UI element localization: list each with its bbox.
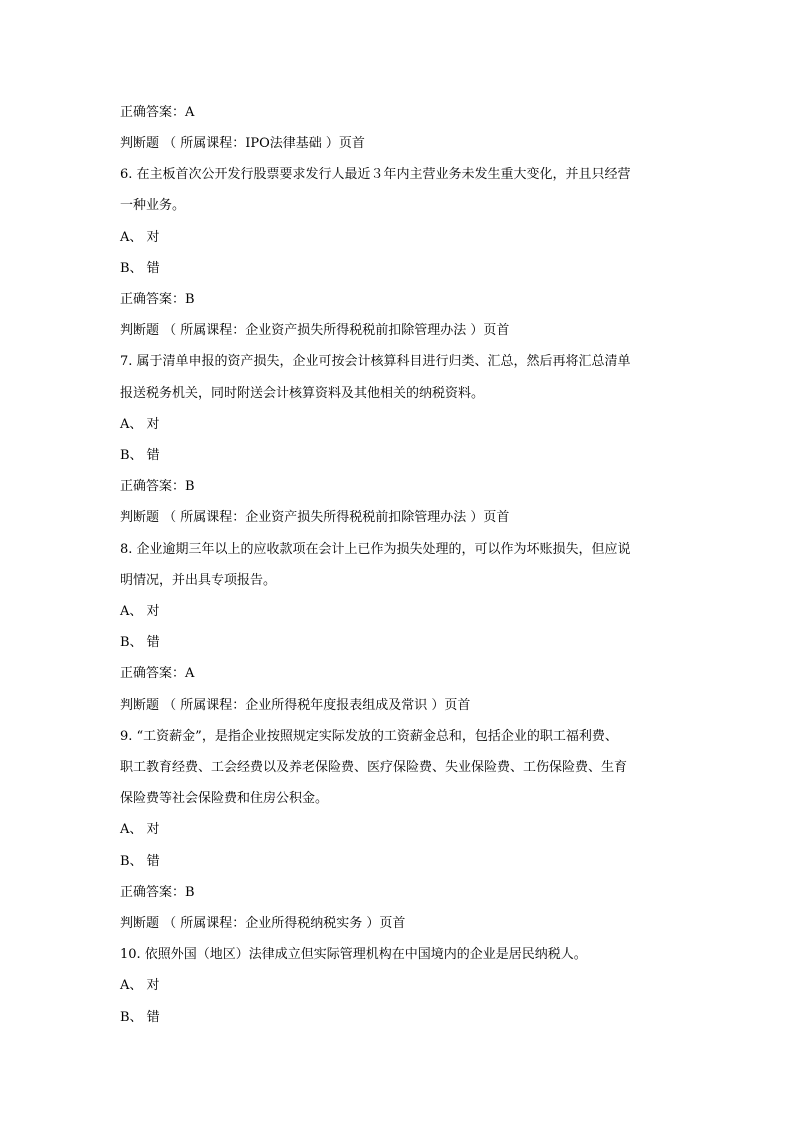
question-9-text-cont: 职工教育经费、工会经费以及养老保险费、医疗保险费、失业保险费、工伤保险费、生育: [120, 760, 628, 775]
question-type-line: 判断题 （ 所属课程：企业所得税纳税实务 ）页首: [120, 916, 406, 931]
answer-line: 正确答案：B: [120, 292, 195, 307]
option-a: A、 对: [120, 822, 160, 837]
question-9-text: 9. “工资薪金”，是指企业按照规定实际发放的工资薪金总和，包括企业的职工福利费、: [120, 729, 618, 744]
question-type-line: 判断题 （ 所属课程：企业资产损失所得税税前扣除管理办法 ）页首: [120, 510, 510, 525]
question-type-line: 判断题 （ 所属课程：企业资产损失所得税税前扣除管理办法 ）页首: [120, 323, 510, 338]
question-type-line: 判断题 （ 所属课程：IPO法律基础 ）页首: [120, 136, 365, 151]
question-10-text: 10. 依照外国（地区）法律成立但实际管理机构在中国境内的企业是居民纳税人。: [120, 947, 587, 962]
question-6-text-cont: 一种业务。: [120, 198, 186, 213]
option-a: A、 对: [120, 417, 160, 432]
question-7-text-cont: 报送税务机关，同时附送会计核算资料及其他相关的纳税资料。: [120, 386, 485, 401]
question-type-line: 判断题 （ 所属课程：企业所得税年度报表组成及常识 ）页首: [120, 698, 471, 713]
option-b: B、 错: [120, 1010, 160, 1025]
question-6-text: 6. 在主板首次公开发行股票要求发行人最近３年内主营业务未发生重大变化，并且只经营: [120, 167, 631, 182]
answer-line: 正确答案：A: [120, 105, 195, 120]
option-a: A、 对: [120, 604, 160, 619]
answer-line: 正确答案：A: [120, 666, 195, 681]
question-7-text: 7. 属于清单申报的资产损失，企业可按会计核算科目进行归类、汇总，然后再将汇总清单: [120, 354, 631, 369]
option-a: A、 对: [120, 230, 160, 245]
option-b: B、 错: [120, 261, 160, 276]
option-b: B、 错: [120, 635, 160, 650]
question-9-text-cont: 保险费等社会保险费和住房公积金。: [120, 791, 329, 806]
answer-line: 正确答案：B: [120, 479, 195, 494]
option-b: B、 错: [120, 854, 160, 869]
question-8-text-cont: 明情况，并出具专项报告。: [120, 573, 277, 588]
option-b: B、 错: [120, 448, 160, 463]
question-8-text: 8. 企业逾期三年以上的应收款项在会计上已作为损失处理的，可以作为坏账损失，但应说: [120, 542, 631, 557]
option-a: A、 对: [120, 978, 160, 993]
answer-line: 正确答案：B: [120, 885, 195, 900]
